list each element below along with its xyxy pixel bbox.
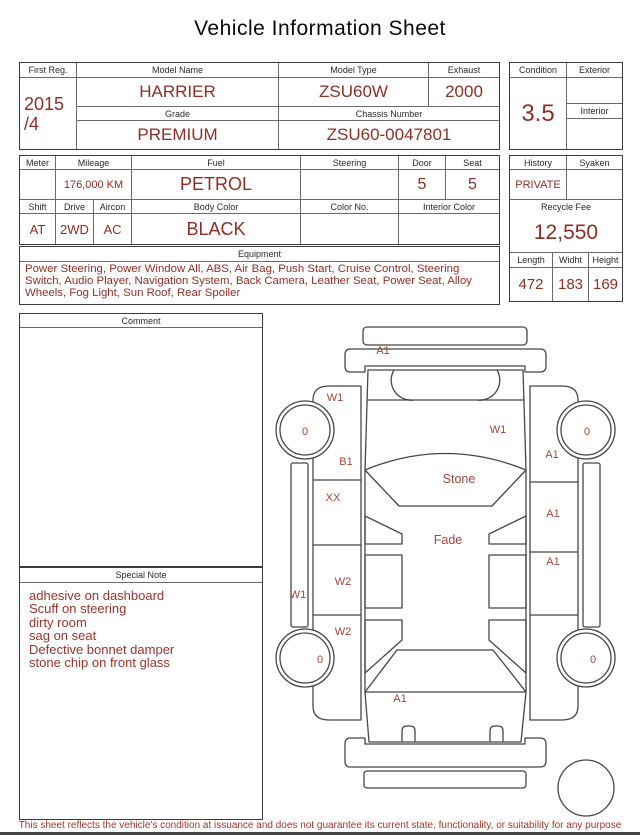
equipment-text: Power Steering, Power Window All, ABS, Air Bag, Push Start, Cruise Control, Steering Switch, Audio Player, Navigation System, Back Camera, Leather Seat, Power Seat, Alloy Wheels, Fog Light, Sun Roof, Rear Spoiler xyxy=(25,263,472,299)
rear-window-left xyxy=(365,620,402,673)
aircon-label: Aircon xyxy=(94,200,132,214)
drive-value: 2WD xyxy=(56,214,94,244)
drive-label: Drive xyxy=(56,200,94,214)
right-panel-dividers xyxy=(530,482,578,615)
damage-label: XX xyxy=(325,492,341,504)
rear-glass xyxy=(365,650,526,692)
length-value: 472 xyxy=(510,268,553,301)
condition-box xyxy=(509,62,623,150)
height-label: Height xyxy=(589,253,622,268)
damage-label: W1 xyxy=(489,424,507,436)
history-label: History xyxy=(510,156,567,170)
damage-label: W1 xyxy=(326,392,344,404)
damage-label: W2 xyxy=(334,626,352,638)
shift-label: Shift xyxy=(20,200,56,214)
interior-value xyxy=(567,119,622,149)
damage-label: A1 xyxy=(376,345,390,357)
damage-label: Fade xyxy=(433,533,463,547)
mileage-label: Mileage xyxy=(56,156,132,170)
history-value: PRIVATE xyxy=(510,170,567,200)
color-no-value xyxy=(301,214,399,244)
exterior-value xyxy=(567,78,622,104)
recycle-fee-value: 12,550 xyxy=(510,214,622,253)
damage-label: W2 xyxy=(334,576,352,588)
special-note-item: adhesive on dashboard xyxy=(29,588,165,603)
mileage-value: 176,000 KM xyxy=(56,170,132,200)
chassis-number-label: Chassis Number xyxy=(279,107,499,121)
left-sill xyxy=(291,463,308,627)
exterior-label: Exterior xyxy=(567,63,622,78)
front-window-right xyxy=(489,516,526,544)
model-type-label: Model Type xyxy=(279,63,429,78)
damage-label: 0 xyxy=(583,426,591,438)
front-bumper-strip xyxy=(363,327,527,345)
first-reg-value xyxy=(20,78,77,149)
headlight-arc-right xyxy=(477,370,500,400)
damage-labels xyxy=(290,345,596,705)
grade-label: Grade xyxy=(77,107,279,121)
steering-label: Steering xyxy=(301,156,399,170)
interior-label: Interior xyxy=(567,104,622,119)
first-reg-month: /4 xyxy=(24,113,40,134)
body-color-value: BLACK xyxy=(132,214,301,244)
grade-value: PREMIUM xyxy=(77,121,279,149)
spec-table xyxy=(19,155,500,245)
equipment-box xyxy=(19,246,500,305)
special-note-item: dirty room xyxy=(29,614,87,630)
damage-label: A1 xyxy=(546,508,560,520)
info-table xyxy=(19,62,500,150)
condition-label: Condition xyxy=(510,63,567,78)
seat-value: 5 xyxy=(446,170,499,200)
aircon-value: AC xyxy=(94,214,132,244)
special-note-item: stone chip on front glass xyxy=(29,655,170,671)
exhaust-label: Exhaust xyxy=(429,63,499,78)
first-reg-label: First Reg. xyxy=(20,63,77,78)
syaken-label: Syaken xyxy=(567,156,622,170)
mid-window-left xyxy=(365,555,402,608)
chassis-number-value: ZSU60-0047801 xyxy=(326,125,452,144)
front-window-left xyxy=(365,516,402,544)
right-sill xyxy=(583,463,600,627)
meter-value xyxy=(20,170,56,200)
special-note-item: Defective bonnet damper xyxy=(29,641,175,657)
damage-label: 0 xyxy=(589,654,597,666)
width-label: Widht xyxy=(553,253,589,268)
exhaust-value: 2000 xyxy=(429,78,499,107)
rear-window-right xyxy=(489,620,526,673)
door-value: 5 xyxy=(399,170,446,200)
history-box xyxy=(509,155,623,302)
meter-label: Meter xyxy=(20,156,56,170)
steering-value xyxy=(301,170,399,200)
comment-box xyxy=(19,313,263,567)
interior-color-value xyxy=(399,214,499,244)
interior-color-label: Interior Color xyxy=(399,200,499,214)
special-note-list xyxy=(20,583,262,669)
damage-label: 0 xyxy=(301,426,309,438)
comment-label: Comment xyxy=(20,314,262,328)
first-reg-year: 2015 xyxy=(24,93,65,114)
damage-label: A1 xyxy=(545,449,559,461)
height-value: 169 xyxy=(592,276,619,293)
rear-panel xyxy=(365,692,526,742)
syaken-value xyxy=(567,170,622,200)
car-damage-diagram xyxy=(265,310,640,820)
comment-text xyxy=(20,328,262,566)
model-name-value: HARRIER xyxy=(77,78,279,107)
mid-window-right xyxy=(489,555,526,608)
spare-wheel xyxy=(558,760,614,816)
page-title: Vehicle Information Sheet xyxy=(194,17,446,40)
recycle-fee-label: Recycle Fee xyxy=(540,202,592,212)
equipment-label: Equipment xyxy=(20,247,499,262)
front-bumper xyxy=(345,349,546,372)
damage-label: A1 xyxy=(546,556,560,568)
fuel-label: Fuel xyxy=(132,156,301,170)
condition-value: 3.5 xyxy=(510,78,567,149)
damage-label: W1 xyxy=(289,589,307,601)
tail-lamp-left xyxy=(402,726,415,742)
special-note-label: Special Note xyxy=(20,568,262,583)
special-note-item: Scuff on steering xyxy=(29,601,127,617)
body-color-label: Body Color xyxy=(132,200,301,214)
width-value: 183 xyxy=(553,268,589,301)
right-rear-wheel xyxy=(557,629,615,687)
history-syaken-grid xyxy=(510,156,622,200)
headlight-arc-left xyxy=(391,370,414,400)
shift-value: AT xyxy=(20,214,56,244)
damage-label: Stone xyxy=(442,472,476,486)
damage-label: A1 xyxy=(393,693,407,705)
wheels xyxy=(276,401,615,816)
damage-label: 0 xyxy=(316,654,324,666)
seat-label: Seat xyxy=(446,156,499,170)
special-note-box xyxy=(19,567,263,820)
model-type-value: ZSU60W xyxy=(279,78,429,107)
special-note-item: sag on seat xyxy=(29,628,97,644)
color-no-label: Color No. xyxy=(301,200,399,214)
tail-lamp-right xyxy=(490,726,503,742)
dimensions-grid xyxy=(510,253,622,301)
length-label: Length xyxy=(510,253,553,268)
door-label: Door xyxy=(399,156,446,170)
model-name-label: Model Name xyxy=(77,63,279,78)
damage-label: B1 xyxy=(339,456,353,468)
disclaimer-text: This sheet reflects the vehicle's condition at issuance and does not guarantee its current state, functionality, or suitability for any purpose xyxy=(18,820,622,831)
fuel-value: PETROL xyxy=(132,170,301,200)
left-rear-wheel xyxy=(276,629,334,687)
rear-bumper-strip xyxy=(364,771,526,788)
